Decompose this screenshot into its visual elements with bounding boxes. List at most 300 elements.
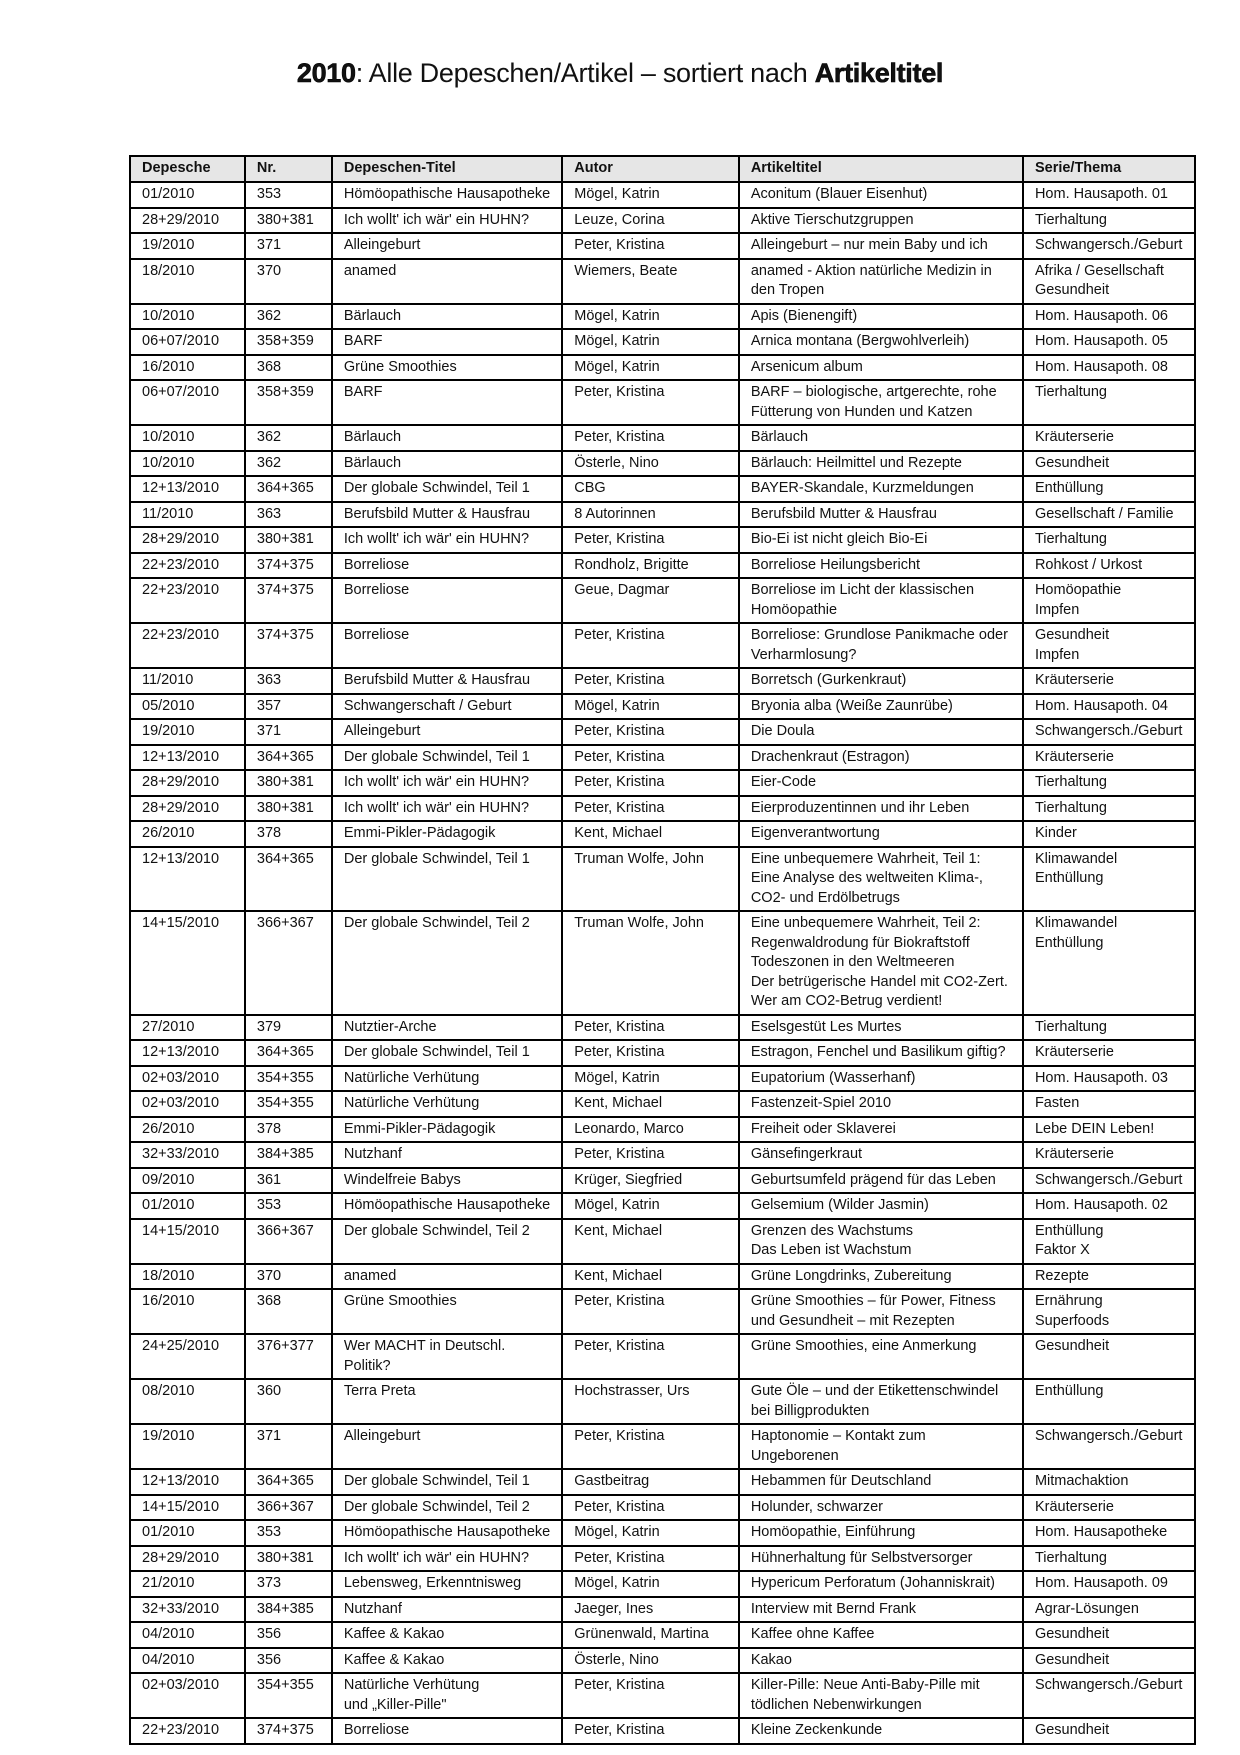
cell-depesche: 16/2010: [130, 1289, 245, 1334]
cell-autor: Peter, Kristina: [562, 1015, 739, 1041]
table-row: [130, 911, 1195, 1015]
cell-depeschen-titel: Borreliose: [332, 553, 562, 579]
cell-nr: 368: [245, 355, 332, 381]
cell-depesche: 10/2010: [130, 304, 245, 330]
table-row: [130, 425, 1195, 451]
cell-depeschen-titel: Alleingeburt: [332, 1424, 562, 1469]
table-row: [130, 1571, 1195, 1597]
title-text: : Alle Depeschen/Artikel – sortiert nach: [355, 58, 815, 88]
cell-nr: 378: [245, 1117, 332, 1143]
cell-depeschen-titel: Ich wollt' ich wär' ein HUHN?: [332, 770, 562, 796]
cell-artikeltitel: Kleine Zeckenkunde: [739, 1718, 1023, 1744]
cell-nr: 380+381: [245, 796, 332, 822]
cell-autor: Mögel, Katrin: [562, 182, 739, 208]
table-row: [130, 694, 1195, 720]
cell-depeschen-titel: Der globale Schwindel, Teil 1: [332, 476, 562, 502]
cell-depesche: 28+29/2010: [130, 1546, 245, 1572]
cell-depesche: 26/2010: [130, 821, 245, 847]
cell-autor: Peter, Kristina: [562, 1424, 739, 1469]
cell-depeschen-titel: BARF: [332, 329, 562, 355]
cell-artikeltitel: Eierproduzentinnen und ihr Leben: [739, 796, 1023, 822]
cell-depeschen-titel: Ich wollt' ich wär' ein HUHN?: [332, 208, 562, 234]
cell-nr: 380+381: [245, 1546, 332, 1572]
cell-serie-thema: Rezepte: [1023, 1264, 1195, 1290]
cell-artikeltitel: Eigenverantwortung: [739, 821, 1023, 847]
cell-autor: Peter, Kristina: [562, 380, 739, 425]
cell-depesche: 05/2010: [130, 694, 245, 720]
cell-artikeltitel: Kakao: [739, 1648, 1023, 1674]
cell-autor: Geue, Dagmar: [562, 578, 739, 623]
cell-nr: 363: [245, 502, 332, 528]
cell-nr: 373: [245, 1571, 332, 1597]
cell-serie-thema: Schwangersch./Geburt: [1023, 1673, 1195, 1718]
cell-depeschen-titel: Alleingeburt: [332, 233, 562, 259]
cell-serie-thema: Mitmachaktion: [1023, 1469, 1195, 1495]
cell-nr: 371: [245, 233, 332, 259]
cell-depeschen-titel: Berufsbild Mutter & Hausfrau: [332, 668, 562, 694]
cell-nr: 357: [245, 694, 332, 720]
cell-nr: 354+355: [245, 1091, 332, 1117]
cell-serie-thema: Homöopathie Impfen: [1023, 578, 1195, 623]
cell-depesche: 28+29/2010: [130, 796, 245, 822]
cell-artikeltitel: Berufsbild Mutter & Hausfrau: [739, 502, 1023, 528]
cell-nr: 376+377: [245, 1334, 332, 1379]
cell-depesche: 12+13/2010: [130, 476, 245, 502]
cell-artikeltitel: Borretsch (Gurkenkraut): [739, 668, 1023, 694]
cell-autor: Peter, Kristina: [562, 1142, 739, 1168]
cell-depeschen-titel: Ich wollt' ich wär' ein HUHN?: [332, 527, 562, 553]
cell-depesche: 18/2010: [130, 259, 245, 304]
cell-nr: 371: [245, 719, 332, 745]
cell-serie-thema: Klimawandel Enthüllung: [1023, 847, 1195, 912]
cell-autor: Peter, Kristina: [562, 1334, 739, 1379]
cell-autor: Peter, Kristina: [562, 745, 739, 771]
cell-artikeltitel: Die Doula: [739, 719, 1023, 745]
cell-autor: Peter, Kristina: [562, 1546, 739, 1572]
cell-depeschen-titel: Ich wollt' ich wär' ein HUHN?: [332, 1546, 562, 1572]
cell-depeschen-titel: Bärlauch: [332, 451, 562, 477]
table-row: [130, 451, 1195, 477]
header-nr: Nr.: [245, 156, 332, 182]
cell-autor: Jaeger, Ines: [562, 1597, 739, 1623]
cell-autor: Peter, Kristina: [562, 770, 739, 796]
cell-depesche: 28+29/2010: [130, 770, 245, 796]
title-year: 2010: [296, 58, 356, 88]
cell-serie-thema: Tierhaltung: [1023, 208, 1195, 234]
table-row: [130, 553, 1195, 579]
cell-depesche: 04/2010: [130, 1622, 245, 1648]
cell-artikeltitel: Eselsgestüt Les Murtes: [739, 1015, 1023, 1041]
cell-serie-thema: Ernährung Superfoods: [1023, 1289, 1195, 1334]
cell-depesche: 02+03/2010: [130, 1066, 245, 1092]
cell-serie-thema: Kräuterserie: [1023, 745, 1195, 771]
cell-serie-thema: Schwangersch./Geburt: [1023, 719, 1195, 745]
cell-nr: 366+367: [245, 1495, 332, 1521]
cell-serie-thema: Tierhaltung: [1023, 770, 1195, 796]
cell-serie-thema: Hom. Hausapoth. 05: [1023, 329, 1195, 355]
cell-nr: 380+381: [245, 208, 332, 234]
cell-depesche: 14+15/2010: [130, 911, 245, 1015]
table-row: [130, 1546, 1195, 1572]
cell-nr: 374+375: [245, 578, 332, 623]
cell-nr: 379: [245, 1015, 332, 1041]
cell-depeschen-titel: Nutztier-Arche: [332, 1015, 562, 1041]
table-row: [130, 1219, 1195, 1264]
cell-nr: 356: [245, 1648, 332, 1674]
cell-nr: 354+355: [245, 1673, 332, 1718]
cell-artikeltitel: Arnica montana (Bergwohlverleih): [739, 329, 1023, 355]
cell-artikeltitel: Grüne Smoothies, eine Anmerkung: [739, 1334, 1023, 1379]
page-title: [0, 58, 1240, 89]
cell-depeschen-titel: Windelfreie Babys: [332, 1168, 562, 1194]
cell-artikeltitel: Aconitum (Blauer Eisenhut): [739, 182, 1023, 208]
cell-nr: 384+385: [245, 1142, 332, 1168]
cell-autor: Peter, Kristina: [562, 668, 739, 694]
cell-artikeltitel: Holunder, schwarzer: [739, 1495, 1023, 1521]
cell-depesche: 06+07/2010: [130, 329, 245, 355]
cell-autor: Krüger, Siegfried: [562, 1168, 739, 1194]
cell-nr: 358+359: [245, 380, 332, 425]
cell-autor: Rondholz, Brigitte: [562, 553, 739, 579]
cell-serie-thema: Hom. Hausapoth. 03: [1023, 1066, 1195, 1092]
cell-nr: 362: [245, 304, 332, 330]
cell-artikeltitel: Estragon, Fenchel und Basilikum giftig?: [739, 1040, 1023, 1066]
cell-depesche: 10/2010: [130, 451, 245, 477]
cell-depesche: 02+03/2010: [130, 1673, 245, 1718]
cell-depesche: 22+23/2010: [130, 623, 245, 668]
cell-depesche: 11/2010: [130, 668, 245, 694]
cell-serie-thema: Kräuterserie: [1023, 1495, 1195, 1521]
table-header-row: [130, 156, 1195, 182]
cell-autor: Peter, Kristina: [562, 1718, 739, 1744]
cell-artikeltitel: Borreliose Heilungsbericht: [739, 553, 1023, 579]
cell-depeschen-titel: Der globale Schwindel, Teil 2: [332, 911, 562, 1015]
cell-serie-thema: Gesundheit: [1023, 1334, 1195, 1379]
cell-depeschen-titel: Kaffee & Kakao: [332, 1648, 562, 1674]
cell-depesche: 22+23/2010: [130, 1718, 245, 1744]
cell-depeschen-titel: Natürliche Verhütung: [332, 1091, 562, 1117]
cell-artikeltitel: Bärlauch: [739, 425, 1023, 451]
cell-depeschen-titel: Bärlauch: [332, 425, 562, 451]
cell-depeschen-titel: Natürliche Verhütung: [332, 1066, 562, 1092]
cell-depesche: 18/2010: [130, 1264, 245, 1290]
cell-depeschen-titel: Borreliose: [332, 1718, 562, 1744]
cell-serie-thema: Gesundheit: [1023, 1622, 1195, 1648]
cell-nr: 358+359: [245, 329, 332, 355]
cell-artikeltitel: Grüne Longdrinks, Zubereitung: [739, 1264, 1023, 1290]
cell-depesche: 32+33/2010: [130, 1142, 245, 1168]
cell-nr: 368: [245, 1289, 332, 1334]
cell-nr: 384+385: [245, 1597, 332, 1623]
cell-depesche: 04/2010: [130, 1648, 245, 1674]
cell-depesche: 08/2010: [130, 1379, 245, 1424]
table-row: [130, 1469, 1195, 1495]
cell-depeschen-titel: Emmi-Pikler-Pädagogik: [332, 821, 562, 847]
cell-autor: Peter, Kristina: [562, 1495, 739, 1521]
cell-depesche: 16/2010: [130, 355, 245, 381]
cell-depesche: 06+07/2010: [130, 380, 245, 425]
cell-serie-thema: Kräuterserie: [1023, 1040, 1195, 1066]
cell-serie-thema: Kräuterserie: [1023, 1142, 1195, 1168]
cell-serie-thema: Enthüllung Faktor X: [1023, 1219, 1195, 1264]
table-row: [130, 527, 1195, 553]
cell-artikeltitel: Aktive Tierschutzgruppen: [739, 208, 1023, 234]
cell-depesche: 26/2010: [130, 1117, 245, 1143]
cell-artikeltitel: Hühnerhaltung für Selbstversorger: [739, 1546, 1023, 1572]
header-serie-thema: Serie/Thema: [1023, 156, 1195, 182]
cell-artikeltitel: Apis (Bienengift): [739, 304, 1023, 330]
cell-autor: Peter, Kristina: [562, 796, 739, 822]
cell-artikeltitel: BARF – biologische, artgerechte, rohe Fütterung von Hunden und Katzen: [739, 380, 1023, 425]
cell-autor: Mögel, Katrin: [562, 694, 739, 720]
cell-artikeltitel: Freiheit oder Sklaverei: [739, 1117, 1023, 1143]
cell-depesche: 12+13/2010: [130, 1040, 245, 1066]
cell-serie-thema: Tierhaltung: [1023, 527, 1195, 553]
cell-autor: Leonardo, Marco: [562, 1117, 739, 1143]
cell-depeschen-titel: Hömöopathische Hausapotheke: [332, 182, 562, 208]
cell-autor: Peter, Kristina: [562, 233, 739, 259]
cell-nr: 361: [245, 1168, 332, 1194]
table-body: [130, 182, 1195, 1744]
cell-serie-thema: Tierhaltung: [1023, 380, 1195, 425]
table-row: [130, 578, 1195, 623]
table-row: [130, 1264, 1195, 1290]
cell-autor: Peter, Kristina: [562, 623, 739, 668]
cell-artikeltitel: Bärlauch: Heilmittel und Rezepte: [739, 451, 1023, 477]
cell-serie-thema: Gesellschaft / Familie: [1023, 502, 1195, 528]
cell-artikeltitel: BAYER-Skandale, Kurzmeldungen: [739, 476, 1023, 502]
table-row: [130, 182, 1195, 208]
cell-serie-thema: Agrar-Lösungen: [1023, 1597, 1195, 1623]
cell-autor: Kent, Michael: [562, 1091, 739, 1117]
cell-depesche: 22+23/2010: [130, 553, 245, 579]
table-row: [130, 668, 1195, 694]
table-row: [130, 329, 1195, 355]
cell-autor: Peter, Kristina: [562, 527, 739, 553]
cell-artikeltitel: Killer-Pille: Neue Anti-Baby-Pille mit tödlichen Nebenwirkungen: [739, 1673, 1023, 1718]
table-row: [130, 847, 1195, 912]
table-row: [130, 1289, 1195, 1334]
cell-autor: Mögel, Katrin: [562, 1520, 739, 1546]
cell-serie-thema: Gesundheit: [1023, 451, 1195, 477]
cell-depesche: 01/2010: [130, 182, 245, 208]
cell-depeschen-titel: Hömöopathische Hausapotheke: [332, 1520, 562, 1546]
cell-depesche: 32+33/2010: [130, 1597, 245, 1623]
cell-depeschen-titel: Borreliose: [332, 623, 562, 668]
cell-depesche: 28+29/2010: [130, 208, 245, 234]
cell-depeschen-titel: Grüne Smoothies: [332, 355, 562, 381]
cell-depesche: 14+15/2010: [130, 1219, 245, 1264]
title-emphasis: Artikeltitel: [814, 58, 944, 88]
cell-autor: Peter, Kristina: [562, 1673, 739, 1718]
table-row: [130, 1622, 1195, 1648]
cell-nr: 380+381: [245, 770, 332, 796]
table-row: [130, 1424, 1195, 1469]
table-row: [130, 380, 1195, 425]
table-row: [130, 770, 1195, 796]
cell-depeschen-titel: BARF: [332, 380, 562, 425]
cell-artikeltitel: Hebammen für Deutschland: [739, 1469, 1023, 1495]
table-row: [130, 355, 1195, 381]
cell-autor: Mögel, Katrin: [562, 1193, 739, 1219]
cell-depesche: 21/2010: [130, 1571, 245, 1597]
cell-serie-thema: Afrika / Gesellschaft Gesundheit: [1023, 259, 1195, 304]
cell-artikeltitel: Haptonomie – Kontakt zum Ungeborenen: [739, 1424, 1023, 1469]
cell-serie-thema: Tierhaltung: [1023, 1015, 1195, 1041]
cell-depeschen-titel: anamed: [332, 259, 562, 304]
cell-depeschen-titel: Der globale Schwindel, Teil 2: [332, 1219, 562, 1264]
cell-depesche: 12+13/2010: [130, 1469, 245, 1495]
cell-nr: 370: [245, 1264, 332, 1290]
cell-depeschen-titel: Ich wollt' ich wär' ein HUHN?: [332, 796, 562, 822]
cell-nr: 360: [245, 1379, 332, 1424]
cell-depeschen-titel: Nutzhanf: [332, 1597, 562, 1623]
cell-artikeltitel: Eupatorium (Wasserhanf): [739, 1066, 1023, 1092]
cell-autor: Gastbeitrag: [562, 1469, 739, 1495]
cell-depesche: 11/2010: [130, 502, 245, 528]
cell-serie-thema: Schwangersch./Geburt: [1023, 233, 1195, 259]
table-row: [130, 745, 1195, 771]
cell-artikeltitel: Eine unbequemere Wahrheit, Teil 1: Eine Analyse des weltweiten Klima-, CO2- und Erdölbetrugs: [739, 847, 1023, 912]
cell-artikeltitel: Gänsefingerkraut: [739, 1142, 1023, 1168]
table-row: [130, 304, 1195, 330]
table-row: [130, 1673, 1195, 1718]
cell-autor: Kent, Michael: [562, 1219, 739, 1264]
cell-artikeltitel: Gute Öle – und der Etikettenschwindel bei Billigprodukten: [739, 1379, 1023, 1424]
cell-depeschen-titel: Alleingeburt: [332, 719, 562, 745]
cell-serie-thema: Hom. Hausapoth. 09: [1023, 1571, 1195, 1597]
cell-depeschen-titel: Wer MACHT in Deutschl. Politik?: [332, 1334, 562, 1379]
cell-autor: Truman Wolfe, John: [562, 911, 739, 1015]
cell-depesche: 12+13/2010: [130, 847, 245, 912]
cell-nr: 374+375: [245, 1718, 332, 1744]
cell-nr: 353: [245, 182, 332, 208]
cell-autor: Peter, Kristina: [562, 719, 739, 745]
header-autor: Autor: [562, 156, 739, 182]
cell-depeschen-titel: Grüne Smoothies: [332, 1289, 562, 1334]
cell-depesche: 19/2010: [130, 233, 245, 259]
table-row: [130, 623, 1195, 668]
cell-nr: 371: [245, 1424, 332, 1469]
cell-nr: 362: [245, 451, 332, 477]
cell-autor: CBG: [562, 476, 739, 502]
cell-nr: 366+367: [245, 911, 332, 1015]
table-row: [130, 1193, 1195, 1219]
cell-artikeltitel: Homöopathie, Einführung: [739, 1520, 1023, 1546]
cell-depeschen-titel: Der globale Schwindel, Teil 2: [332, 1495, 562, 1521]
table-row: [130, 1379, 1195, 1424]
table-row: [130, 1066, 1195, 1092]
cell-serie-thema: Klimawandel Enthüllung: [1023, 911, 1195, 1015]
cell-depeschen-titel: Natürliche Verhütung und „Killer-Pille": [332, 1673, 562, 1718]
table-row: [130, 821, 1195, 847]
table-row: [130, 1142, 1195, 1168]
cell-depesche: 02+03/2010: [130, 1091, 245, 1117]
cell-serie-thema: Fasten: [1023, 1091, 1195, 1117]
cell-artikeltitel: Borreliose im Licht der klassischen Homöopathie: [739, 578, 1023, 623]
cell-artikeltitel: Alleingeburt – nur mein Baby und ich: [739, 233, 1023, 259]
table-row: [130, 1091, 1195, 1117]
cell-depeschen-titel: Terra Preta: [332, 1379, 562, 1424]
cell-depeschen-titel: Der globale Schwindel, Teil 1: [332, 745, 562, 771]
cell-autor: Mögel, Katrin: [562, 304, 739, 330]
cell-depeschen-titel: Der globale Schwindel, Teil 1: [332, 1040, 562, 1066]
cell-artikeltitel: anamed - Aktion natürliche Medizin in den Tropen: [739, 259, 1023, 304]
table-row: [130, 233, 1195, 259]
cell-serie-thema: Schwangersch./Geburt: [1023, 1424, 1195, 1469]
cell-autor: Grünenwald, Martina: [562, 1622, 739, 1648]
cell-artikeltitel: Bio-Ei ist nicht gleich Bio-Ei: [739, 527, 1023, 553]
cell-nr: 380+381: [245, 527, 332, 553]
cell-nr: 353: [245, 1193, 332, 1219]
cell-serie-thema: Hom. Hausapoth. 08: [1023, 355, 1195, 381]
cell-serie-thema: Hom. Hausapotheke: [1023, 1520, 1195, 1546]
cell-depesche: 27/2010: [130, 1015, 245, 1041]
cell-artikeltitel: Drachenkraut (Estragon): [739, 745, 1023, 771]
cell-depesche: 24+25/2010: [130, 1334, 245, 1379]
cell-nr: 378: [245, 821, 332, 847]
cell-autor: Hochstrasser, Urs: [562, 1379, 739, 1424]
table-row: [130, 1117, 1195, 1143]
cell-depeschen-titel: Berufsbild Mutter & Hausfrau: [332, 502, 562, 528]
cell-autor: 8 Autorinnen: [562, 502, 739, 528]
cell-depeschen-titel: Der globale Schwindel, Teil 1: [332, 847, 562, 912]
table-row: [130, 1015, 1195, 1041]
cell-nr: 370: [245, 259, 332, 304]
cell-nr: 356: [245, 1622, 332, 1648]
table-row: [130, 719, 1195, 745]
cell-artikeltitel: Kaffee ohne Kaffee: [739, 1622, 1023, 1648]
cell-nr: 363: [245, 668, 332, 694]
cell-autor: Kent, Michael: [562, 1264, 739, 1290]
cell-depeschen-titel: Hömöopathische Hausapotheke: [332, 1193, 562, 1219]
cell-depesche: 12+13/2010: [130, 745, 245, 771]
header-depeschen-titel: Depeschen-Titel: [332, 156, 562, 182]
cell-artikeltitel: Interview mit Bernd Frank: [739, 1597, 1023, 1623]
table-row: [130, 502, 1195, 528]
cell-nr: 374+375: [245, 623, 332, 668]
table-row: [130, 1648, 1195, 1674]
cell-nr: 364+365: [245, 1469, 332, 1495]
table-row: [130, 476, 1195, 502]
cell-serie-thema: Hom. Hausapoth. 01: [1023, 182, 1195, 208]
cell-serie-thema: Kräuterserie: [1023, 425, 1195, 451]
cell-nr: 362: [245, 425, 332, 451]
cell-autor: Österle, Nino: [562, 451, 739, 477]
cell-depeschen-titel: Nutzhanf: [332, 1142, 562, 1168]
cell-depeschen-titel: Kaffee & Kakao: [332, 1622, 562, 1648]
cell-depesche: 19/2010: [130, 719, 245, 745]
articles-table: [129, 155, 1196, 1745]
table-row: [130, 1040, 1195, 1066]
cell-serie-thema: Kräuterserie: [1023, 668, 1195, 694]
cell-artikeltitel: Gelsemium (Wilder Jasmin): [739, 1193, 1023, 1219]
cell-depeschen-titel: Der globale Schwindel, Teil 1: [332, 1469, 562, 1495]
cell-autor: Österle, Nino: [562, 1648, 739, 1674]
cell-depesche: 09/2010: [130, 1168, 245, 1194]
cell-artikeltitel: Grenzen des Wachstums Das Leben ist Wachstum: [739, 1219, 1023, 1264]
cell-depesche: 01/2010: [130, 1193, 245, 1219]
cell-nr: 353: [245, 1520, 332, 1546]
cell-depesche: 01/2010: [130, 1520, 245, 1546]
cell-artikeltitel: Eine unbequemere Wahrheit, Teil 2: Regenwaldrodung für Biokraftstoff Todeszonen in den Weltmeeren Der betrügerische Handel mit CO2-Zert. Wer am CO2-Betrug verdient!: [739, 911, 1023, 1015]
cell-nr: 364+365: [245, 847, 332, 912]
cell-serie-thema: Rohkost / Urkost: [1023, 553, 1195, 579]
table-row: [130, 1495, 1195, 1521]
cell-autor: Leuze, Corina: [562, 208, 739, 234]
cell-artikeltitel: Eier-Code: [739, 770, 1023, 796]
header-depesche: Depesche: [130, 156, 245, 182]
